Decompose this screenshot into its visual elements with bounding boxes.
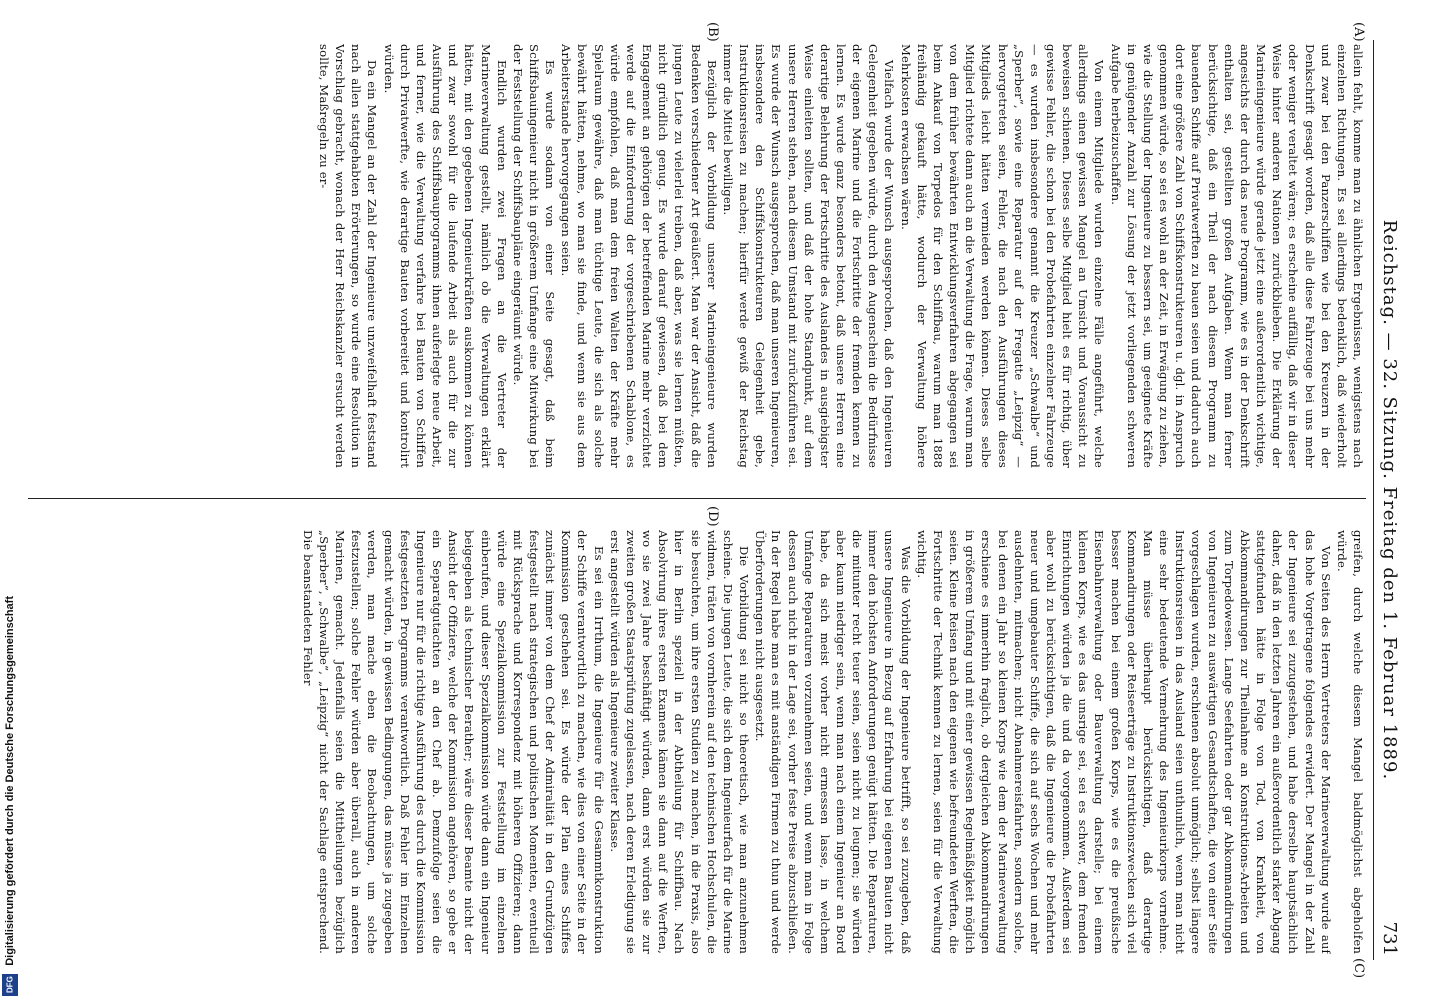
paragraph: Vielfach wurde der Wunsch ausgesprochen, daß den Ingenieuren Gelegenheit gegeben würde, durch den Augenschein die Bedürfnisse der eigenen Marine und die Fortschritte der fremden kennen zu lernen. Es wurde ganz besonders betont, daß unsere Herren eine derartige Belehrung der Fortschritte des Auslandes in ausgiebigster Weise einleiten sollten, und daß der hohe Standpunkt, auf dem unsere Herren stehen, nach diesem Umstand mit zurückzuführen sei. Es wurde der Wunsch ausgesprochen, daß man unseren Ingenieuren, insbesondere den Schiffskonstrukteuren Gelegenheit gebe, Instruktionsreisen zu machen; hierfür werde gewiß der Reichstag immer die Mittel bewilligen. (720, 44, 897, 468)
paragraph: allein fehlt, komme man zu ähnlichen Ergebnissen, wenigstens nach einzelnen Richtungen. Es sei allerdings bedenklich, daß wiederholt und zwar bei den Panzerschiffen wie bei den Kreuzern in der Denkschrift gesagt worden, daß alle diese Fahrzeuge bei uns mehr oder weniger veraltet wären; es erscheine auffällig, daß wir in dieser Weise hinter anderen Nationen zurückblieben. Die Erklärung der Marineingenieure würde gerade jetzt eine außerordentlich wichtige, angesichts der durch das neue Programm, wie es in der Denkschrift enthalten sei, gestellten großen Aufgaben. Wenn man ferner berücksichtige, daß ein Theil der nach diesem Programm zu bauenden Schiffe auf Privatwerften zu bauen seien und dadurch auch dort eine größere Zahl von Schiffskonstrukteuren u. dgl. in Anspruch genommen würde, so sei es wohl an der Zeit, in Erwägung zu ziehen, wie die Stellung der Ingenieure zu bessern sei, um geeignete Kräfte in genügender Anzahl zur Lösung der jetzt vorliegenden schweren Aufgabe herbeizuschaffen. (1108, 44, 1365, 468)
paragraph: Endlich wurden zwei Fragen an die Vertreter der Marineverwaltung gestellt, nämlich ob die Verwaltungen erklärt hätten, mit den gegebenen Ingenieurkräften auskommen zu können und zwar sowohl für die laufende Arbeit als auch für die zur Ausführung des Schiffsbauprogramms ihnen auferlegte neue Arbeit, und ferner, wie die Verwaltung verfahre bei Bauten von Schiffen durch Privatwerfte, wie derartige Bauten vorbereitet und kontrolirt würden. (381, 44, 509, 468)
paragraph: Bezüglich der Vorbildung unserer Marineingenieure wurden Bedenken verschiedener Art geäußert. Man war der Ansicht, daß die jungen Leute zu vielerlei treiben, daß aber, was sie lernen müßten, nicht gründlich genug. Es wurde darauf gewiesen, daß bei dem Engagement an gehörigen der betreffenden Marine mehr verzichtet werde auf die Einforderung der vorgeschriebenen Schablone, es würde empfohlen, daß man dem freien Walten der Kräfte mehr Spielraum gewähre, daß man tüchtige Leute, die sich als solche bewährt hätten, nehme, wo man sie finde, und wenn sie aus dem Arbeiterstande hervorgegangen seien. (559, 44, 719, 468)
paragraph: Was die Vorbildung der Ingenieure betrifft, so sei zuzugeben, daß unsere Ingenieure in Bezug auf Erfahrung bei eigenen Bauten nicht immer den höchsten Anforderungen genügt hätten. Die Reparaturen, die mitunter recht teuer seien, seien nicht zu leugnen; sie würden aber kaum niedriger sein, wenn man nach einem Ingenieur an Bord habe, da sich meist vorher nicht ermessen lasse, in welchem Umfange Reparaturen vorzunehmen seien, und wenn man in Folge dessen auch nicht in der Lage sei, vorher feste Preise abzuschließen. In der Regel habe man es mit anständigen Firmen zu thun und werde Überforderungen nicht ausgesetzt. (753, 530, 913, 954)
paragraph: Von einem Mitgliede wurden einzelne Fälle angeführt, welche allerdings einen gewissen Mangel an Umsicht und Voraussicht zu beweisen schienen. Dieses selbe Mitglied hielt es für richtig, über gewisse Fehler, die schon bei den Probefahrten einzelner Fahrzeuge — es wurden insbesondere genannt die Kreuzer „Schwalbe“ und „Sperber“, sowie eine Reparatur auf der Fregatte „Leipzig“ — hervorgetreten seien, Fehler, die nach den Ausführungen dieses Mitglieds leicht hätten vermieden werden können. Dieses selbe Mitglied richtete dann auch an die Verwaltung die Frage, warum man von dem früher bewährten Entwicklungsverfahren abgegangen sei beim Ankauf von Torpedos für den Schiffbau, warum man 1888 freihändig gekauft hätte, wodurch der Verwaltung höhere Mehrkosten erwachsen wären. (898, 44, 1107, 468)
rotated-page (10, 20, 1410, 980)
sidebar-credit: Digitalisierung gefördert durch die Deutsche Forschungsgemeinschaft (4, 596, 16, 966)
margin-marker-c: (C) (1351, 958, 1366, 979)
left-column (28, 44, 1366, 468)
paragraph: greifen, durch welche diesem Mangel baldmöglichst abgeholfen würde. (1334, 530, 1365, 954)
paragraph: Da ein Mangel an der Zahl der Ingenieure unzweifelhaft feststand nach allen stattgehabten Erörterungen, so wurde eine Resolution in Vorschlag gebracht, wonach der Herr Reichskanzler ersucht werden sollte, Maßregeln zu er- (317, 44, 380, 468)
column-divider (28, 498, 1366, 499)
margin-marker-a: (A) (1351, 22, 1366, 42)
page-header (1373, 40, 1404, 960)
header-title: Reichstag. — 32. Sitzung. Freitag den 1. Februar 1889. (1379, 219, 1400, 781)
paragraph: Von Seiten des Herrn Vertreters der Marineverwaltung wurde auf das hohe Vorgetragene folgendes erwidert. Der Mangel in der Zahl der Ingenieure sei zuzugestehen, und habe derselbe hauptsächlich daher, daß in den letzten Jahren ein außerordentlich starker Abgang stattgefunden hätte in Folge von Tod, von Krankheit, von Abkommandirungen zur Theilnahme an Konstruktions-Arbeiten und zum Torpedowesen. Lange Seefahrten oder gar Abkommandirungen von Ingenieuren zu auswärtigen Gesandtschaften, die von einer Seite vorgeschlagen wurden, erschienen absolut unmöglich; selbst längere Instruktionsreisen in das Ausland seien unthunlich, wenn man nicht eine sehr bedeutende Vermehrung des Ingenieurkorps vornehme. Man müsse überhaupt berücksichtigen, daß derartige Kommandirungen oder Reiseerträge zu Instruktionszwecken sich viel besser machen bei einem großen Korps, wie es die preußische Eisenbahnverwaltung oder Bauverwaltung darstelle; bei einem kleinen Korps, wie es das unsrige sei, sei es schwer, dem fremden Einrichtungen würden ja die und da vorgenommen. Außerdem sei aber wohl zu berücksichtigen, daß die Ingenieure die Probefahrten neuer und umgebauter Schiffe, die sich auf sechs Wochen und mehr ausdehnten, mitmachen; nicht Abnahmereisfahrten, sondern solche, bei denen ein Jahr so kleinen Korps wie dem der Marineverwaltung erschiene es immerhin fraglich, ob dergleichen Abkommandirungen in größerem Umfang und mit einer gewissen Regelmäßigkeit möglich seien. Kleine Reisen nach den eigenen wie befreundeten Werften, die Fortschritte der Technik kennen zu lernen, seien für die Verwaltung wichtig. (914, 530, 1333, 954)
page-number: 731 (1379, 921, 1400, 956)
margin-marker-b: (B) (705, 22, 720, 42)
paragraph: Es sei ein Irrthum, die Ingenieure für die Gesammtkonstruktion der Schiffe verantwortlich zu machen, wie dies von einer Seite in der Kommission geschehen sei. Es würde der Plan eines Schiffes zunächst immer von dem Chef der Admiralität in den Grundzügen festgestellt nach strategischen und politischen Momenten, eventuell mit Rücksprache und Korrespondenz mit höheren Offizieren; dann würde eine Spezialkommission zur Feststellung im einzelnen einberufen, und dieser Spezialkommission würde dann ein Ingenieur beigegeben als technischer Berather; wäre dieser Beamte nicht der Ansicht der Offiziere, welche der Kommission angehören, so gebe er ein Separatgutachten an den Chef ab. Demzufolge seien die Ingenieure nur für die richtige Ausführung des durch die Kommission festgesetzten Programms verantwortlich. Daß Fehler im Einzelnen gemacht würden, in gewissen Bedingungen, das müsse ja zugegeben werden, man mache eben die Beobachtungen, um solche festzustellen; solche Fehler würden aber überall, auch in anderen Marinen, gemacht. Jedenfalls seien die Mittheilungen bezüglich „Sperber“, „Schwalbe“, „Leipzig“ nicht der Sachlage entsprechend. Die beanstandeten Fehler (300, 530, 606, 954)
digitization-sidebar (0, 0, 20, 1000)
margin-marker-d: (D) (705, 506, 720, 527)
paragraph: Es wurde sodann von einer Seite gesagt, daß beim Schiffsbauingenieur nicht in größerem Umfange eine Mitwirkung bei der Feststellung der Schiffsbaupläne eingeräumt würde. (510, 44, 558, 468)
paragraph: Die Vorbildung sei nicht so theoretisch, wie man anzunehmen scheine. Die jungen Leute, die sich dem Ingenieurfach für die Marine widmen, träten von vornherein auf den technischen Hochschulen, die sie besuchten, um ihre ersten Studien zu machen, in die Praxis, also hier in Berlin speziell in der Abtheilung für Schiffbau. Nach Absolvirung ihres ersten Examens kämen sie dann auf die Werften, wo sie zwei Jahre beschäftigt würden, dann erst würden sie zur zweiten großen Staatsprüfung zugelassen, nach deren Erledigung sie erst angestellt würden als Ingenieure zweiter Klasse. (607, 530, 752, 954)
right-column (28, 530, 1366, 954)
dfg-logo-icon: DFG (2, 974, 18, 996)
